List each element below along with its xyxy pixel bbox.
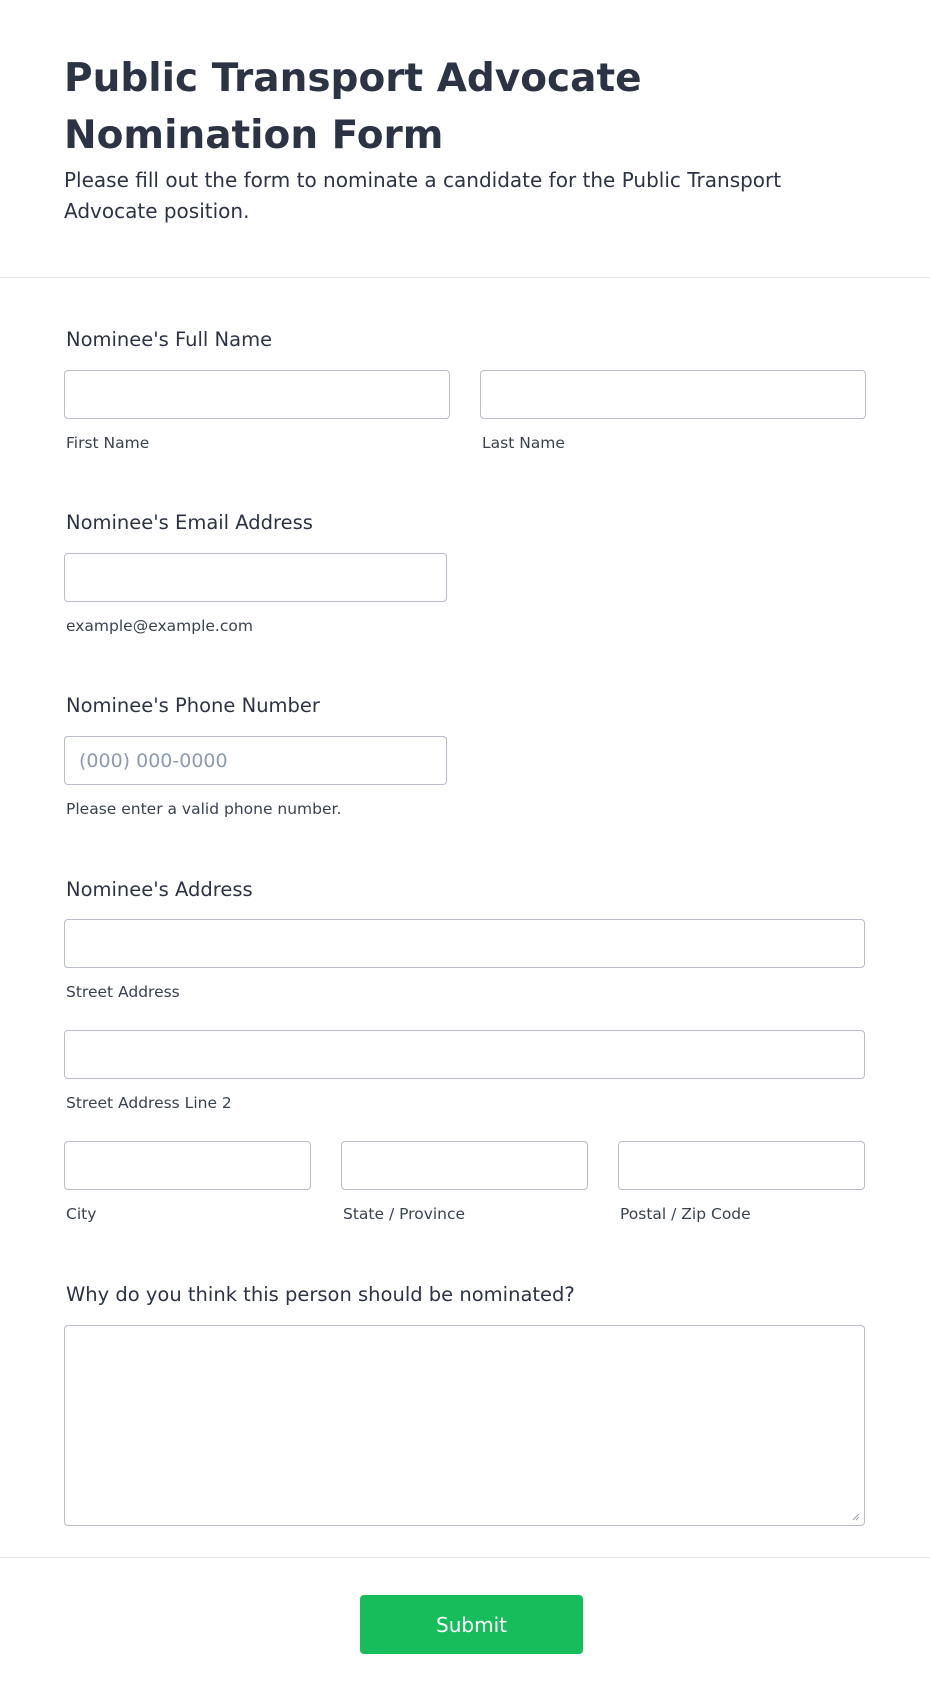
page-subtitle: Please fill out the form to nominate a candidate for the Public Transport Advocate position. — [64, 168, 782, 223]
city-sublabel: City — [66, 1205, 97, 1223]
resize-handle-icon[interactable] — [852, 1513, 860, 1521]
zip-input[interactable] — [618, 1141, 865, 1190]
phone-label: Nominee's Phone Number — [66, 694, 320, 717]
street-address-line2-sublabel: Street Address Line 2 — [66, 1094, 232, 1112]
address-label: Nominee's Address — [66, 878, 253, 901]
email-input[interactable] — [64, 553, 447, 602]
email-label: Nominee's Email Address — [66, 511, 313, 534]
phone-input[interactable] — [64, 736, 447, 785]
state-sublabel: State / Province — [343, 1205, 466, 1223]
first-name-sublabel: First Name — [66, 434, 150, 452]
full-name-label: Nominee's Full Name — [66, 328, 273, 351]
state-input[interactable] — [341, 1141, 588, 1190]
last-name-sublabel: Last Name — [482, 434, 565, 452]
zip-sublabel: Postal / Zip Code — [620, 1205, 751, 1223]
first-name-input[interactable] — [64, 370, 450, 419]
footer-divider — [0, 1557, 930, 1558]
email-sublabel: example@example.com — [66, 617, 253, 635]
street-address-line2-input[interactable] — [64, 1030, 865, 1079]
form-header — [0, 0, 930, 278]
street-address-sublabel: Street Address — [66, 983, 180, 1001]
submit-button[interactable]: Submit — [360, 1595, 583, 1654]
phone-sublabel: Please enter a valid phone number. — [66, 800, 342, 818]
reason-label: Why do you think this person should be nominated? — [66, 1283, 575, 1306]
street-address-input[interactable] — [64, 919, 865, 968]
last-name-input[interactable] — [480, 370, 866, 419]
city-input[interactable] — [64, 1141, 311, 1190]
reason-textarea[interactable] — [64, 1325, 865, 1526]
page-title: Public Transport Advocate Nomination Form — [64, 56, 642, 158]
